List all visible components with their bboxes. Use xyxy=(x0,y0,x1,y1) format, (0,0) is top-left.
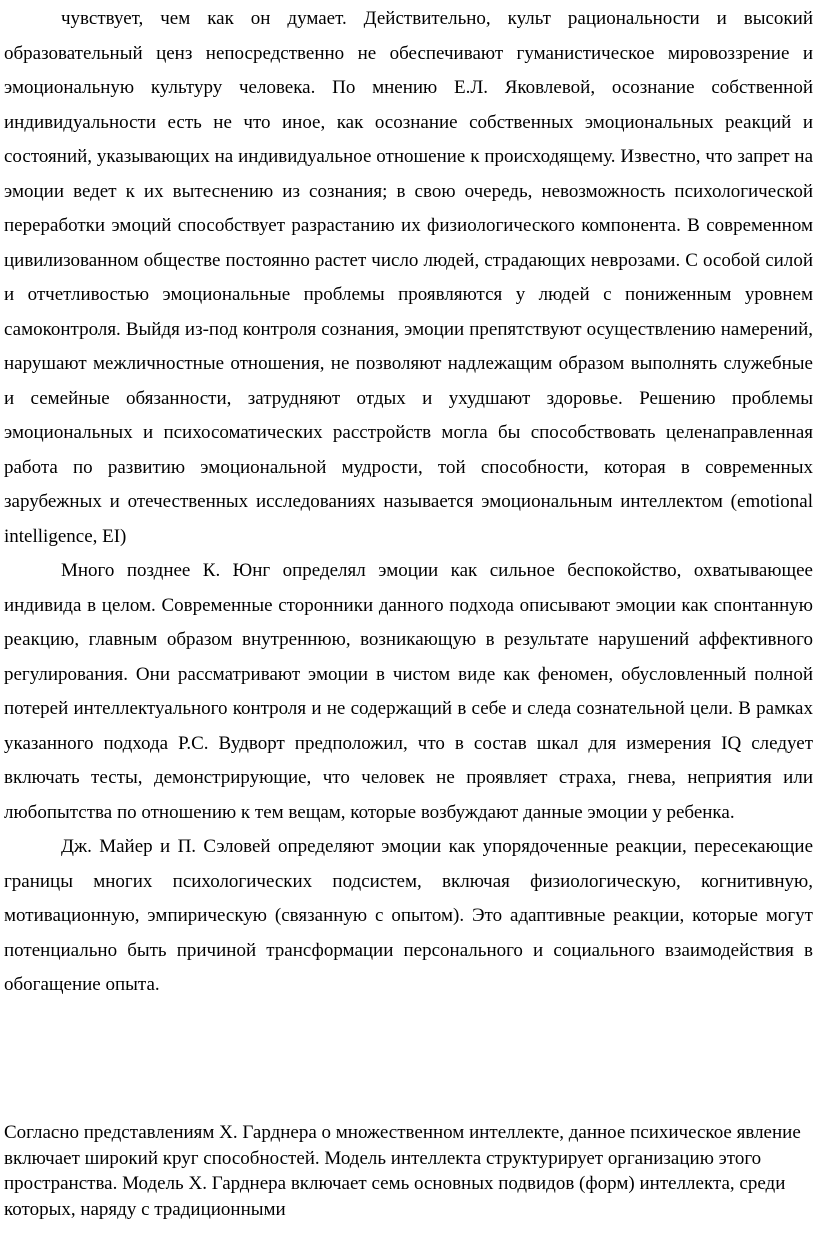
paragraph-1: чувствует, чем как он думает. Действительно, культ рациональности и высокий образовательный ценз непосредственно не обеспечивают гуманистическое мировоззрение и эмоциональную культуру человека. По мнению Е.Л. Яковлевой, осознание собственной индивидуальности есть не что иное, как осознание собственных эмоциональных реакций и состояний, указывающих на индивидуальное отношение к происходящему. Известно, что запрет на эмоции ведет к их вытеснению из сознания; в свою очередь, невозможность психологической переработки эмоций способствует разрастанию их физиологического компонента. В современном цивилизованном обществе постоянно растет число людей, страдающих неврозами. С особой силой и отчетливостью эмоциональные проблемы проявляются у людей с пониженным уровнем самоконтроля. Выйдя из-под контроля сознания, эмоции препятствуют осуществлению намерений, нарушают межличностные отношения, не позволяют надлежащим образом выполнять служебные и семейные обязанности, затрудняют отдых и ухудшают здоровье. Решению проблемы эмоциональных и психосоматических расстройств могла бы способствовать целенаправленная работа по развитию эмоциональной мудрости, той способности, которая в современных зарубежных и отечественных исследованиях называется эмоциональным интеллектом (emotional intelligence, EI) xyxy=(4,8,813,547)
paragraph-4: Согласно представлениям Х. Гарднера о множественном интеллекте, данное психическое явление включает широкий круг способностей. Модель интеллекта структурирует организацию этого пространства. Модель Х. Гарднера включает семь основных подвидов (форм) интеллекта, среди которых, наряду с традиционными xyxy=(4,1122,801,1220)
paragraph-3: Дж. Майер и П. Сэловей определяют эмоции как упорядоченные реакции, пересекающие границы многих психологических подсистем, включая физиологическую, когнитивную, мотивационную, эмпирическую (связанную с опытом). Это адаптивные реакции, которые могут потенциально быть причиной трансформации персонального и социального взаимодействия в обогащение опыта. xyxy=(4,836,813,995)
main-text-block xyxy=(0,2,816,1003)
paragraph-2: Много позднее К. Юнг определял эмоции как сильное беспокойство, охватывающее индивида в целом. Современные сторонники данного подхода описывают эмоции как спонтанную реакцию, главным образом внутреннюю, возникающую в результате нарушений аффективного регулирования. Они рассматривают эмоции в чистом виде как феномен, обусловленный полной потерей интеллектуального контроля и не содержащий в себе и следа сознательной цели. В рамках указанного подхода Р.С. Вудворт предположил, что в состав шкал для измерения IQ следует включать тесты, демонстрирующие, что человек не проявляет страха, гнева, неприятия или любопытства по отношению к тем вещам, которые возбуждают данные эмоции у ребенка. xyxy=(4,560,813,823)
trailing-text-block xyxy=(0,1120,816,1222)
